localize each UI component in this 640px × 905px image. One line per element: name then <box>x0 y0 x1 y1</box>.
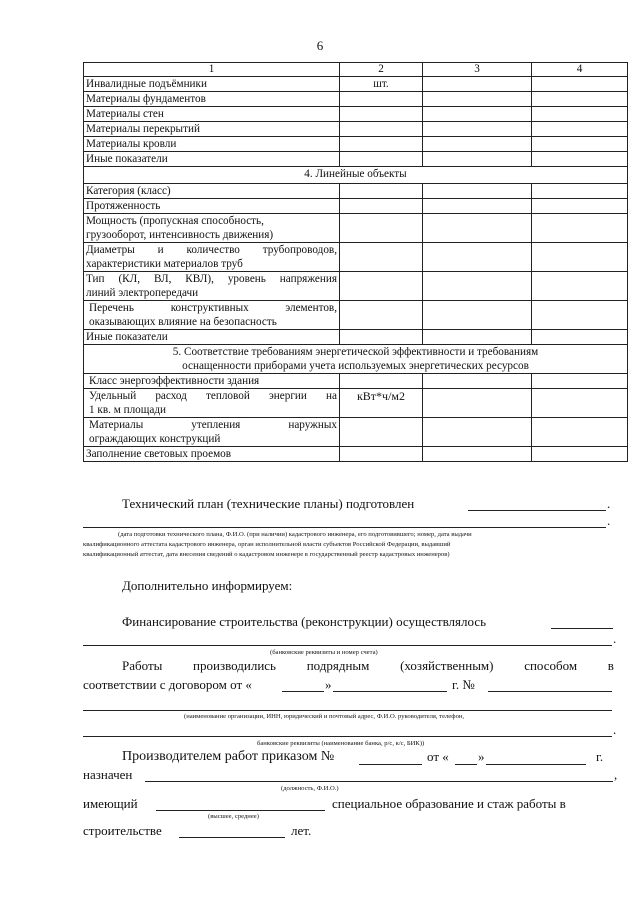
tech-plan-note: квалификационный аттестат, дата внесения сведений о кадастровом инженере в государственный реестр кадастровых инженеров) <box>83 551 450 558</box>
value-cell[interactable] <box>423 137 532 152</box>
works-word: в <box>607 658 614 673</box>
row-label-line: Материалы утепления наружных <box>89 419 337 431</box>
contract-number-field[interactable] <box>488 691 612 692</box>
producer-year: г. <box>596 749 604 764</box>
section-row <box>84 167 628 184</box>
producer-quote: » <box>478 749 485 764</box>
years-label: лет. <box>291 823 312 838</box>
section-title-line: оснащенности приборами учета используемых энергетических ресурсов <box>182 360 529 372</box>
contract-year-label: г. № <box>452 677 475 692</box>
value-cell[interactable] <box>532 199 628 214</box>
value-cell[interactable] <box>532 330 628 345</box>
row-label-line: линий электропередачи <box>86 287 199 299</box>
row-label: Заполнение световых проемов <box>84 447 340 462</box>
value-cell[interactable] <box>423 214 532 243</box>
additional-info-heading: Дополнительно информируем: <box>122 578 293 593</box>
value-cell[interactable] <box>340 272 423 301</box>
comma: , <box>614 767 618 782</box>
value-cell[interactable] <box>423 301 532 330</box>
value-cell[interactable] <box>423 330 532 345</box>
works-line <box>122 658 614 674</box>
value-cell[interactable] <box>532 389 628 418</box>
tech-plan-field[interactable] <box>468 510 606 511</box>
value-cell[interactable] <box>423 152 532 167</box>
column-header: 1 <box>84 63 340 77</box>
period: . <box>613 722 617 737</box>
works-word: производились <box>193 658 276 673</box>
column-header: 3 <box>423 63 532 77</box>
value-cell[interactable] <box>423 107 532 122</box>
appointed-field[interactable] <box>145 781 613 782</box>
row-label-line: грузооборот, интенсивность движения) <box>86 229 274 241</box>
column-header: 2 <box>340 63 423 77</box>
table-row <box>84 92 628 107</box>
contract-month-field[interactable] <box>333 691 447 692</box>
row-unit <box>340 152 423 167</box>
value-cell[interactable] <box>340 447 423 462</box>
tech-plan-note: (дата подготовки технического плана, Ф.И.О. (при наличии) кадастрового инженера, его подготовившего; номер, дата выдачи <box>118 531 472 538</box>
row-unit <box>340 92 423 107</box>
order-month-field[interactable] <box>486 764 586 765</box>
value-cell[interactable] <box>532 447 628 462</box>
appointed-label: назначен <box>83 767 133 782</box>
row-label-line: Мощность (пропускная способность, <box>86 215 264 227</box>
table-header-row <box>84 63 628 77</box>
table-row <box>84 137 628 152</box>
section-title: 4. Линейные объекты <box>84 167 628 184</box>
table-row <box>84 374 628 389</box>
table-row <box>84 152 628 167</box>
value-cell[interactable] <box>423 447 532 462</box>
value-cell[interactable] <box>532 107 628 122</box>
value-cell[interactable] <box>340 374 423 389</box>
value-cell[interactable] <box>423 389 532 418</box>
value-cell[interactable] <box>532 122 628 137</box>
table-row <box>84 447 628 462</box>
value-cell[interactable] <box>532 184 628 199</box>
producer-from: от « <box>427 749 449 764</box>
period: . <box>607 513 611 528</box>
page-number: 6 <box>316 38 324 53</box>
row-label: Иные показатели <box>84 152 340 167</box>
table-row <box>84 214 628 243</box>
contractor-bank-field[interactable] <box>83 736 612 737</box>
value-cell[interactable] <box>532 243 628 272</box>
row-label-line: ограждающих конструкций <box>89 433 221 445</box>
construction-label: строительстве <box>83 823 162 838</box>
table-row <box>84 389 628 418</box>
contract-quote: » <box>325 677 332 692</box>
education-note: (высшее, среднее) <box>208 813 259 820</box>
row-label <box>84 389 340 418</box>
table-row <box>84 301 628 330</box>
value-cell[interactable] <box>423 374 532 389</box>
bank-note: (банковские реквизиты и номер счета) <box>270 649 378 656</box>
value-cell[interactable] <box>340 243 423 272</box>
row-label: Материалы стен <box>84 107 340 122</box>
period: . <box>613 631 617 646</box>
value-cell[interactable] <box>423 418 532 447</box>
value-cell[interactable] <box>340 184 423 199</box>
section-title <box>84 345 628 374</box>
financing-field-2[interactable] <box>83 645 612 646</box>
value-cell[interactable] <box>340 301 423 330</box>
bank-note-2: банковские реквизиты (наименование банка, р/с, к/с, БИК)) <box>257 740 425 747</box>
table-row <box>84 243 628 272</box>
row-unit: шт. <box>340 77 423 92</box>
value-cell[interactable] <box>340 330 423 345</box>
position-note: (должность, Ф.И.О.) <box>281 785 339 792</box>
row-label-line: 1 кв. м площади <box>89 404 167 416</box>
table-row <box>84 184 628 199</box>
org-note: (наименование организации, ИНН, юридический и почтовый адрес, Ф.И.О. руководителя, телефон, <box>184 713 465 720</box>
works-word: (хозяйственным) <box>400 658 494 673</box>
experience-years-field[interactable] <box>179 837 285 838</box>
value-cell[interactable] <box>532 92 628 107</box>
row-unit <box>340 137 423 152</box>
value-cell[interactable] <box>532 301 628 330</box>
row-label: Иные показатели <box>84 330 340 345</box>
contractor-field[interactable] <box>83 710 612 711</box>
row-label <box>84 272 340 301</box>
section-row <box>84 345 628 374</box>
characteristics-table <box>83 62 628 462</box>
value-cell[interactable] <box>532 152 628 167</box>
value-cell[interactable] <box>340 418 423 447</box>
works-word: способом <box>524 658 578 673</box>
row-label: Категория (класс) <box>84 184 340 199</box>
works-word: подрядным <box>306 658 370 673</box>
row-label: Материалы кровли <box>84 137 340 152</box>
order-number-field[interactable] <box>359 764 422 765</box>
financing-field[interactable] <box>551 628 613 629</box>
contract-text: соответствии с договором от « <box>83 677 252 692</box>
value-cell[interactable] <box>532 418 628 447</box>
row-label: Материалы перекрытий <box>84 122 340 137</box>
education-field[interactable] <box>156 810 325 811</box>
value-cell[interactable] <box>423 92 532 107</box>
row-label-line: характеристики материалов труб <box>86 258 243 270</box>
value-cell[interactable] <box>532 214 628 243</box>
table-row <box>84 418 628 447</box>
period: . <box>607 496 611 511</box>
tech-plan-note: квалификационного аттестата кадастрового инженера, орган исполнительной власти субъектов Российской Федерации, выдавший <box>83 541 451 548</box>
row-label: Протяженность <box>84 199 340 214</box>
value-cell[interactable] <box>340 199 423 214</box>
column-header: 4 <box>532 63 628 77</box>
row-label: Материалы фундаментов <box>84 92 340 107</box>
row-label <box>84 214 340 243</box>
value-cell[interactable] <box>423 184 532 199</box>
row-label-line: Перечень конструктивных элементов, <box>89 302 337 314</box>
row-label <box>84 301 340 330</box>
value-cell[interactable] <box>532 77 628 92</box>
having-label: имеющий <box>83 796 138 811</box>
row-label <box>84 418 340 447</box>
value-cell[interactable] <box>423 122 532 137</box>
special-education-text: специальное образование и стаж работы в <box>332 796 566 811</box>
table-row <box>84 199 628 214</box>
table-row <box>84 77 628 92</box>
value-cell[interactable] <box>423 272 532 301</box>
producer-text: Производителем работ приказом № <box>122 749 335 764</box>
value-cell[interactable] <box>532 137 628 152</box>
table-row <box>84 107 628 122</box>
tech-plan-text: Технический план (технические планы) подготовлен <box>122 496 415 511</box>
value-cell[interactable] <box>423 77 532 92</box>
value-cell[interactable] <box>423 243 532 272</box>
financing-text: Финансирование строительства (реконструкции) осуществлялось <box>122 614 487 629</box>
contract-day-field[interactable] <box>282 691 324 692</box>
row-unit <box>340 122 423 137</box>
row-label: Класс энергоэффективности здания <box>84 374 340 389</box>
section-title-line: 5. Соответствие требованиям энергетической эффективности и требованиям <box>172 346 539 358</box>
value-cell[interactable] <box>340 214 423 243</box>
table-row <box>84 330 628 345</box>
value-cell[interactable] <box>423 199 532 214</box>
row-unit <box>340 107 423 122</box>
row-label: Инвалидные подъёмники <box>84 77 340 92</box>
order-day-field[interactable] <box>455 764 477 765</box>
row-label-line: Удельный расход тепловой энергии на <box>89 390 337 402</box>
table-row <box>84 122 628 137</box>
row-label-line: Тип (КЛ, ВЛ, КВЛ), уровень напряжения <box>86 273 337 285</box>
row-label <box>84 243 340 272</box>
row-label-line: Диаметры и количество трубопроводов, <box>86 244 337 256</box>
value-cell[interactable] <box>532 374 628 389</box>
row-unit: кВт*ч/м2 <box>340 389 423 418</box>
row-label-line: оказывающих влияние на безопасность <box>89 316 277 328</box>
table-row <box>84 272 628 301</box>
value-cell[interactable] <box>532 272 628 301</box>
tech-plan-field-2[interactable] <box>83 527 606 528</box>
works-word: Работы <box>122 658 163 673</box>
